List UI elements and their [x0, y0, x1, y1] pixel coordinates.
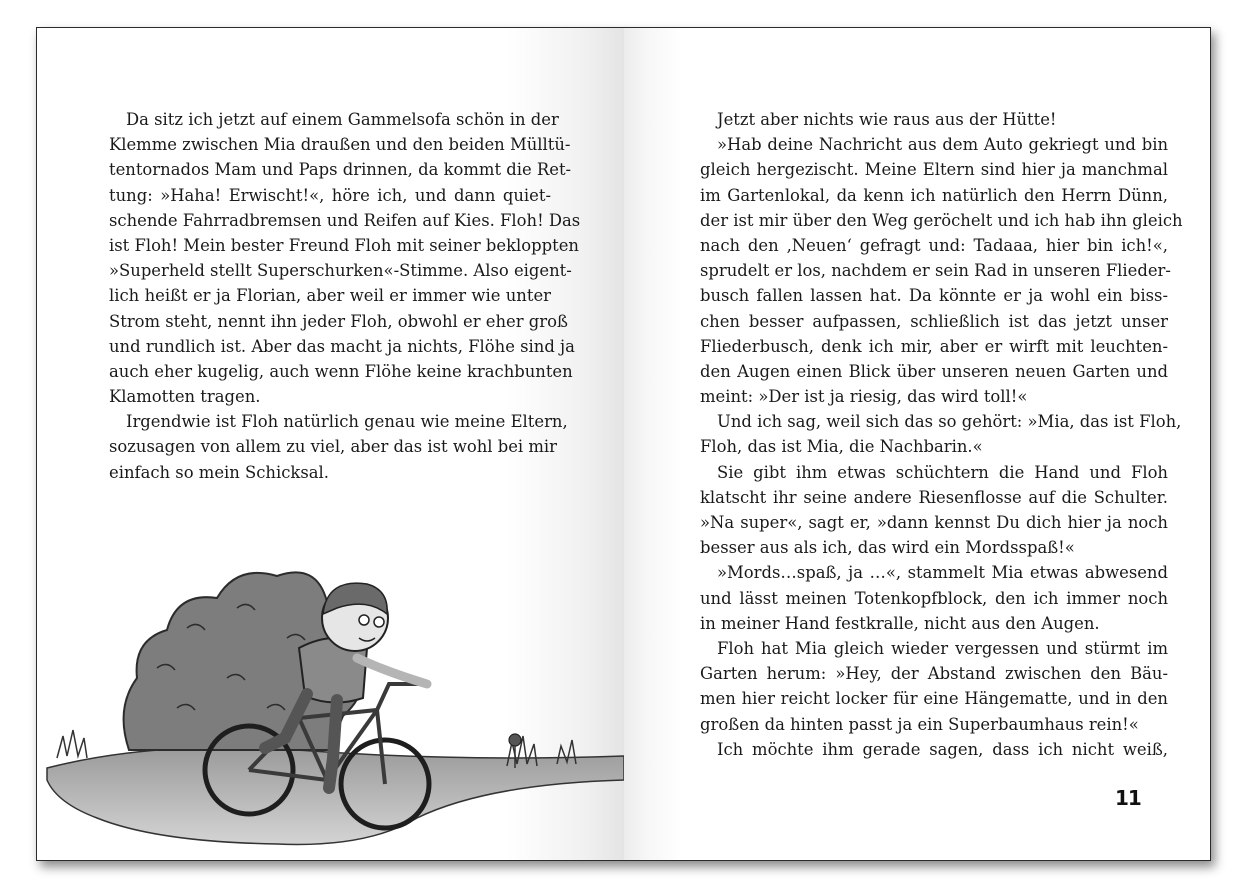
text-line: Klemme zwischen Mia draußen und den beiden Mülltü- — [109, 135, 571, 155]
text-line: Klamotten tragen. — [109, 387, 261, 407]
text-line: Irgendwie ist Floh natürlich genau wie meine Eltern, — [126, 412, 568, 432]
text-line: Garten herum: »Hey, der Abstand zwischen den Bäu- — [700, 664, 1168, 684]
text-line: chen besser aufpassen, schließlich ist das jetzt unser — [700, 311, 1168, 331]
text-line: Floh, das ist Mia, die Nachbarin.« — [700, 437, 983, 457]
text-line: »Na super«, sagt er, »dann kennst Du dich hier ja noch — [700, 513, 1168, 532]
boy-arm — [357, 658, 427, 684]
text-line: lich heißt er ja Florian, aber weil er immer wie unter — [109, 286, 551, 306]
right-page-text — [700, 107, 1183, 762]
text-line: im Gartenlokal, da kenn ich natürlich den Herrn Dünn, — [700, 185, 1168, 205]
left-page — [37, 28, 624, 860]
text-line: schende Fahrradbremsen und Reifen auf Kies. Floh! Das — [109, 210, 581, 230]
text-line: ist Floh! Mein bester Freund Floh mit seiner bekloppten — [109, 235, 579, 255]
text-line: Da sitz ich jetzt auf einem Gammelsofa schön in der — [126, 110, 559, 129]
text-line: Strom steht, nennt ihn jeder Floh, obwohl er eher groß — [109, 311, 568, 331]
left-page-text — [109, 107, 581, 485]
text-line: Jetzt aber nichts wie raus aus der Hütte! — [717, 110, 1057, 129]
boy-on-bicycle-illustration — [37, 518, 624, 860]
text-line: klatscht ihr seine andere Riesenflosse auf die Schulter. — [700, 487, 1168, 507]
text-line: tentornados Mam und Paps drinnen, da kommt die Ret- — [109, 160, 572, 180]
text-line: tung: »Haha! Erwischt!«, höre ich, und dann quiet- — [109, 185, 551, 205]
text-line: der ist mir über den Weg geröchelt und ich hab ihn gleich — [700, 210, 1183, 230]
text-line: und lässt meinen Totenkopfblock, den ich immer noch — [700, 588, 1168, 608]
text-line: Und ich sag, weil sich das so gehört: »Mia, das ist Floh, — [717, 412, 1182, 432]
right-page — [624, 28, 1210, 860]
text-line: nach den ‚Neuen‘ gefragt und: Tadaaa, hier bin ich!«, — [700, 235, 1168, 255]
page-number: 11 — [1115, 786, 1141, 810]
flower — [509, 734, 521, 746]
text-line: in meiner Hand festkralle, nicht aus den Augen. — [700, 613, 1100, 633]
book-spread — [36, 27, 1211, 861]
text-line: einfach so mein Schicksal. — [109, 462, 329, 482]
text-line: Ich möchte ihm gerade sagen, dass ich nicht weiß, — [717, 739, 1168, 759]
text-line: und rundlich ist. Aber das macht ja nichts, Flöhe sind ja — [109, 336, 575, 356]
text-line: gleich hergezischt. Meine Eltern sind hier ja manchmal — [700, 160, 1168, 180]
text-line: sprudelt er los, nachdem er sein Rad in unseren Flieder- — [700, 261, 1171, 281]
text-line: auch eher kugelig, auch wenn Flöhe keine krachbunten — [109, 361, 573, 381]
text-line: Sie gibt ihm etwas schüchtern die Hand und Floh — [717, 462, 1168, 482]
text-line: »Hab deine Nachricht aus dem Auto gekriegt und bin — [717, 135, 1168, 155]
text-line: Fliederbusch, denk ich mir, aber er wirft mit leuchten- — [700, 336, 1168, 356]
text-line: meint: »Der ist ja riesig, das wird toll!« — [700, 387, 1028, 407]
text-line: »Superheld stellt Superschurken«-Stimme. Also eigent- — [109, 261, 572, 281]
text-line: »Mords…spaß, ja …«, stammelt Mia etwas abwesend — [717, 563, 1168, 583]
text-line: busch fallen lassen hat. Da könnte er ja wohl ein biss- — [700, 286, 1168, 306]
text-line: sozusagen von allem zu viel, aber das ist wohl bei mir — [109, 437, 557, 457]
text-line: großen da hinten passt ja ein Superbaumhaus rein!« — [700, 714, 1139, 734]
text-line: Floh hat Mia gleich wieder vergessen und stürmt im — [717, 638, 1168, 658]
text-line: den Augen einen Blick über unseren neuen Garten und — [700, 361, 1168, 381]
text-line: men hier reicht locker für eine Hängematte, und in den — [700, 689, 1168, 709]
text-line: besser aus als ich, das wird ein Mordsspaß!« — [700, 538, 1075, 558]
